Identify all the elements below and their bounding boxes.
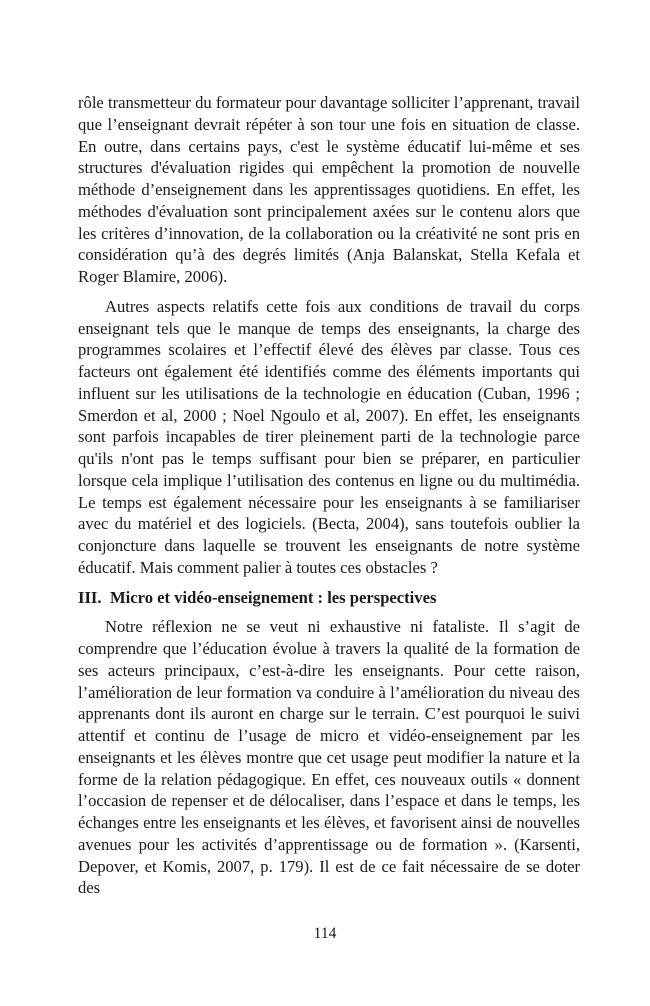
paragraph-perspectives: Notre réflexion ne se veut ni exhaustive ni fataliste. Il s’agit de comprendre que l’éducation évolue à travers la qualité de la formation de ses acteurs principaux, c’est-à-dire les enseignants. Pour cette raison, l’amélioration de leur formation va conduire à l’amélioration du niveau des apprenants dont ils auront en charge sur le terrain. C’est pourquoi le suivi attentif et continu de l’usage de micro et vidéo-enseignement par les enseignants et les élèves montre que cet usage peut modifier la nature et la forme de la relation pédagogique. En effet, ces nouveaux outils « donnent l’occasion de repenser et de délocaliser, dans l’espace et dans le temps, les échanges entre les enseignants et les élèves, et favorisent ainsi de nouvelles avenues pour les activités d’apprentissage ou de formation ». (Karsenti, Depover, et Komis, 2007, p. 179). Il est de ce fait nécessaire de se doter des [78, 617, 580, 898]
section-heading-number: III. [78, 587, 102, 607]
page-number: 114 [313, 925, 337, 942]
section-heading [78, 587, 580, 609]
paragraph-continuation: rôle transmetteur du formateur pour davantage solliciter l’apprenant, travail que l’enseignant devrait répéter à son tour une fois en situation de classe. En outre, dans certains pays, c'est le système éducatif lui-même et ses structures d'évaluation rigides qui empêchent la promotion de nouvelle méthode d’enseignement dans les apprentissages quotidiens. En effet, les méthodes d'évaluation sont principalement axées sur le contenu alors que les critères d’innovation, de la collaboration ou la créativité ne sont pris en considération qu’à des degrés limités (Anja Balanskat, Stella Kefala et Roger Blamire, 2006). [78, 93, 580, 286]
paragraph-working-conditions: Autres aspects relatifs cette fois aux conditions de travail du corps enseignant tels que le manque de temps des enseignants, la charge des programmes scolaires et l’effectif élevé des élèves par classe. Tous ces facteurs ont également été identifiés comme des éléments importants qui influent sur les utilisations de la technologie en éducation (Cuban, 1996 ; Smerdon et al, 2000 ; Noel Ngoulo et al, 2007). En effet, les enseignants sont parfois incapables de tirer pleinement parti de la technologie parce qu'ils n'ont pas le temps suffisant pour bien se préparer, en particulier lorsque cela implique l’utilisation des contenus en ligne ou du multimédia. Le temps est également nécessaire pour les enseignants à se familiariser avec du matériel et des logiciels. (Becta, 2004), sans toutefois oublier la conjoncture dans laquelle se trouvent les enseignants de notre système éducatif. Mais comment palier à toutes ces obstacles ? [78, 296, 580, 577]
page-body [78, 92, 580, 899]
section-heading-title: Micro et vidéo-enseignement : les perspectives [110, 587, 437, 607]
